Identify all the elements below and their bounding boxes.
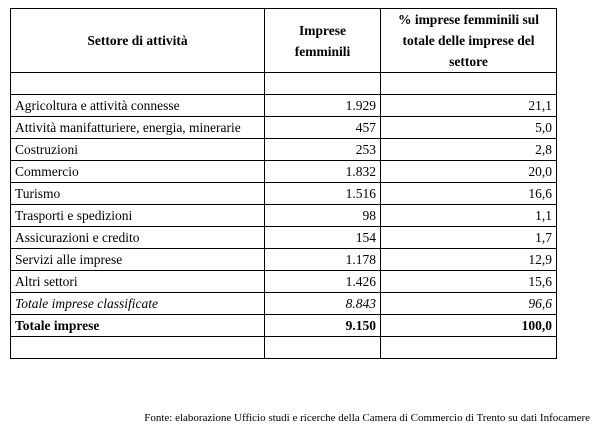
- header-imprese-line2: femminili: [294, 43, 351, 59]
- header-perc-line2: totale delle imprese del: [402, 33, 535, 48]
- sector-table: [10, 8, 557, 359]
- header-imprese: [265, 9, 381, 73]
- empty-cell: [11, 337, 265, 359]
- row-imprese: 1.178: [265, 249, 381, 271]
- row-imprese: 457: [265, 117, 381, 139]
- row-imprese: 253: [265, 139, 381, 161]
- row-percentuale: 1,1: [381, 205, 557, 227]
- table-row: [11, 271, 557, 293]
- row-percentuale: 16,6: [381, 183, 557, 205]
- table-row: [11, 161, 557, 183]
- row-imprese: 154: [265, 227, 381, 249]
- row-imprese: 1.426: [265, 271, 381, 293]
- totale-imprese: 9.150: [265, 315, 381, 337]
- empty-cell: [265, 337, 381, 359]
- row-settore: Trasporti e spedizioni: [11, 205, 265, 227]
- totale-label: Totale imprese: [11, 315, 265, 337]
- row-settore: Attività manifatturiere, energia, minerarie: [11, 117, 265, 139]
- table-row: [11, 117, 557, 139]
- header-percentuale: [381, 9, 557, 73]
- row-percentuale: 20,0: [381, 161, 557, 183]
- empty-cell: [265, 73, 381, 95]
- totale-row: [11, 315, 557, 337]
- source-note: Fonte: elaborazione Ufficio studi e ricerche della Camera di Commercio di Trento su dati Infocamere: [144, 412, 590, 424]
- header-settore: Settore di attività: [11, 9, 265, 73]
- totale-classificate-label: Totale imprese classificate: [11, 293, 265, 315]
- empty-cell: [11, 73, 265, 95]
- totale-classificate-row: [11, 293, 557, 315]
- row-imprese: 1.929: [265, 95, 381, 117]
- row-percentuale: 1,7: [381, 227, 557, 249]
- row-settore: Agricoltura e attività connesse: [11, 95, 265, 117]
- table-row: [11, 249, 557, 271]
- empty-cell: [381, 73, 557, 95]
- row-settore: Costruzioni: [11, 139, 265, 161]
- header-perc-line3: settore: [449, 54, 488, 69]
- header-imprese-line1: Imprese: [299, 22, 346, 38]
- row-percentuale: 21,1: [381, 95, 557, 117]
- table-row: [11, 95, 557, 117]
- row-percentuale: 5,0: [381, 117, 557, 139]
- table-row: [11, 183, 557, 205]
- header-perc-line1: % imprese femminili sul: [397, 12, 540, 27]
- spacer-row: [11, 337, 557, 359]
- row-imprese: 98: [265, 205, 381, 227]
- totale-percentuale: 100,0: [381, 315, 557, 337]
- spacer-row: [11, 73, 557, 95]
- table-row: [11, 139, 557, 161]
- row-settore: Servizi alle imprese: [11, 249, 265, 271]
- row-percentuale: 2,8: [381, 139, 557, 161]
- row-imprese: 1.516: [265, 183, 381, 205]
- table-row: [11, 205, 557, 227]
- row-percentuale: 12,9: [381, 249, 557, 271]
- row-settore: Turismo: [11, 183, 265, 205]
- table-row: [11, 227, 557, 249]
- totale-classificate-imprese: 8.843: [265, 293, 381, 315]
- empty-cell: [381, 337, 557, 359]
- row-settore: Altri settori: [11, 271, 265, 293]
- row-settore: Assicurazioni e credito: [11, 227, 265, 249]
- row-percentuale: 15,6: [381, 271, 557, 293]
- row-imprese: 1.832: [265, 161, 381, 183]
- totale-classificate-percentuale: 96,6: [381, 293, 557, 315]
- row-settore: Commercio: [11, 161, 265, 183]
- table-header-row: [11, 9, 557, 73]
